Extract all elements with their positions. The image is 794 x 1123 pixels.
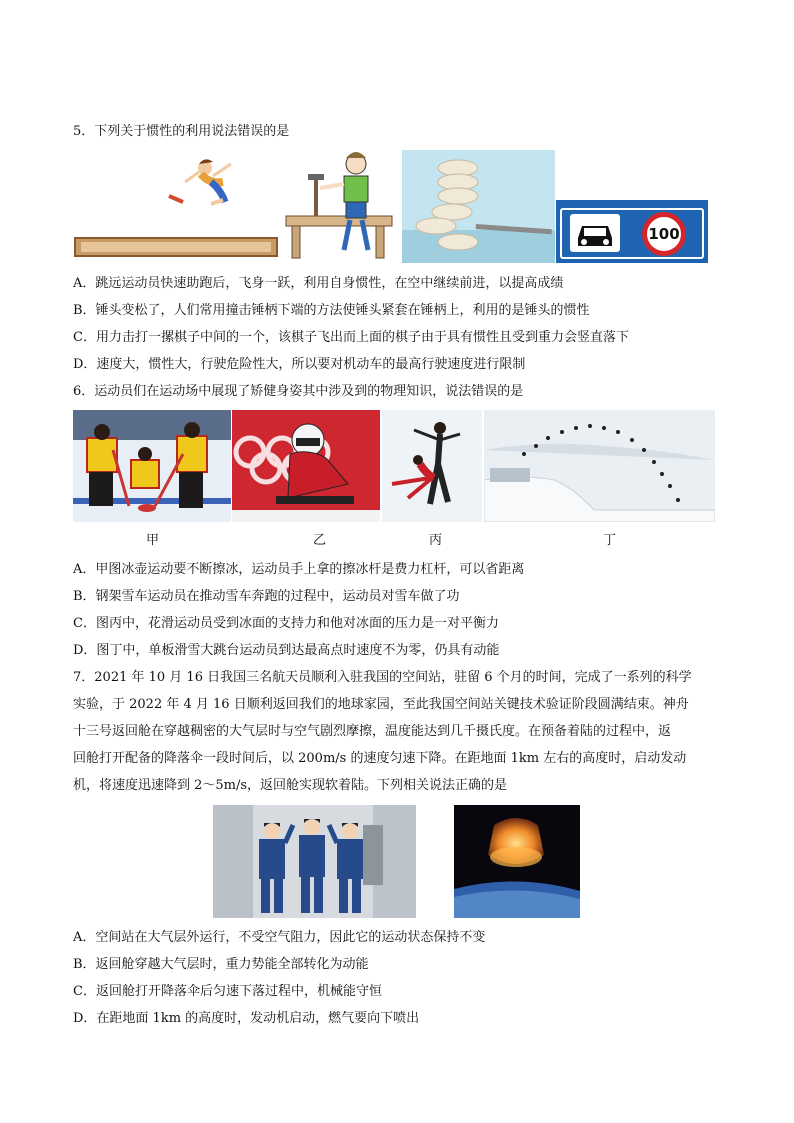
car-icon — [570, 214, 620, 252]
q7-stem-line-5: 机，将速度迅速降到 2～5m/s，返回舱实现软着陆。下列相关说法正确的是 — [73, 778, 508, 793]
q6-option-a: A．甲图冰壶运动要不断擦冰，运动员手上拿的擦冰杆是费力杠杆，可以省距离 — [73, 562, 525, 577]
checker-stack-image — [402, 150, 555, 263]
q6-option-c: C．图丙中，花滑运动员受到冰面的支持力和他对冰面的压力是一对平衡力 — [73, 616, 499, 631]
q5-stem: 5．下列关于惯性的利用说法错误的是 — [73, 124, 290, 139]
astronauts-image — [213, 805, 416, 918]
q5-option-c: C．用力击打一摞棋子中间的一个，该棋子飞出而上面的棋子由于具有惯性且受到重力会竖直落下 — [73, 330, 629, 345]
q7-option-d: D．在距地面 1km 的高度时，发动机启动，燃气要向下喷出 — [73, 1011, 420, 1026]
q7-stem-line-1: 7．2021 年 10 月 16 日我国三名航天员顺利入驻我国的空间站，驻留 6 个月的时间，完成了一系列的科学 — [73, 670, 692, 685]
q6-option-b: B．钢架雪车运动员在推动雪车奔跑的过程中，运动员对雪车做了功 — [73, 589, 460, 604]
q5-option-d: D．速度大，惯性大，行驶危险性大，所以要对机动车的最高行驶速度进行限制 — [73, 357, 526, 372]
figure-skating-image — [382, 410, 482, 522]
snowboard-big-air-image — [484, 410, 715, 522]
curling-image — [73, 410, 231, 522]
speed-limit-value: 100 — [642, 212, 686, 256]
speed-limit-sign-image — [556, 200, 708, 263]
q6-option-d: D．图丁中，单板滑雪大跳台运动员到达最高点时速度不为零，仍具有动能 — [73, 643, 500, 658]
caption-jia: 甲 — [146, 533, 160, 548]
q7-option-b: B．返回舱穿越大气层时，重力势能全部转化为动能 — [73, 957, 369, 972]
hammer-image — [278, 148, 400, 263]
q7-stem-line-2: 实验，于 2022 年 4 月 16 日顺利返回我们的地球家园，至此我国空间站关键技术验证阶段圆满结束。神舟 — [73, 697, 689, 712]
q7-option-c: C．返回舱打开降落伞后匀速下落过程中，机械能守恒 — [73, 984, 382, 999]
skeleton-image — [232, 410, 380, 522]
q7-option-a: A．空间站在大气层外运行，不受空气阻力，因此它的运动状态保持不变 — [73, 930, 486, 945]
reentry-capsule-image — [454, 805, 580, 918]
caption-yi: 乙 — [313, 533, 327, 548]
q7-stem-line-3: 十三号返回舱在穿越稠密的大气层时与空气剧烈摩擦，温度能达到几千摄氏度。在预备着陆的过程中，返 — [73, 724, 672, 739]
long-jump-image — [73, 152, 279, 260]
q6-stem: 6．运动员们在运动场中展现了矫健身姿其中涉及到的物理知识，说法错误的是 — [73, 384, 524, 399]
caption-bing: 丙 — [429, 533, 443, 548]
q7-stem-line-4: 回舱打开配备的降落伞一段时间后，以 200m/s 的速度匀速下降。在距地面 1km 左右的高度时，启动发动 — [73, 751, 687, 766]
caption-ding: 丁 — [603, 533, 617, 548]
q5-option-a: A．跳远运动员快速助跑后，飞身一跃，利用自身惯性，在空中继续前进，以提高成绩 — [73, 276, 564, 291]
q5-option-b: B．锤头变松了，人们常用撞击锤柄下端的方法使锤头紧套在锤柄上，利用的是锤头的惯性 — [73, 303, 590, 318]
